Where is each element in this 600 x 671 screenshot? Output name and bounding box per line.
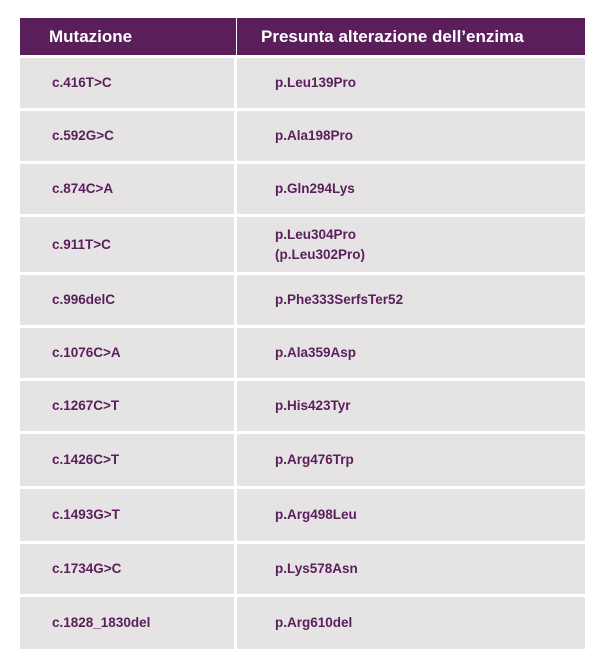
table-body xyxy=(20,55,585,649)
alteration-cell xyxy=(237,108,585,161)
alteration-text: p.Gln294Lys xyxy=(275,181,355,196)
alteration-cell xyxy=(237,378,585,431)
alteration-cell xyxy=(237,541,585,594)
alteration-cell xyxy=(237,272,585,325)
alteration-text: p.Arg476Trp xyxy=(275,452,354,467)
alteration-cell xyxy=(237,55,585,108)
alteration-cell xyxy=(237,431,585,486)
mutation-table-container xyxy=(20,18,585,649)
mutation-table xyxy=(20,18,585,649)
alteration-cell xyxy=(237,161,585,214)
alteration-text: p.His423Tyr xyxy=(275,398,351,413)
header-mutation: Mutazione xyxy=(20,18,237,55)
mutation-cell: c.996delC xyxy=(20,272,237,325)
alteration-text: p.Arg498Leu xyxy=(275,507,357,522)
alteration-text: p.Leu304Pro xyxy=(275,226,357,242)
table-header xyxy=(20,18,585,55)
mutation-cell: c.1426C>T xyxy=(20,431,237,486)
alteration-cell xyxy=(237,486,585,541)
alteration-text: p.Phe333SerfsTer52 xyxy=(275,292,404,307)
table-row xyxy=(20,541,585,594)
alteration-text: p.Ala198Pro xyxy=(275,128,354,143)
alteration-text: p.Leu139Pro xyxy=(275,75,357,90)
table-row xyxy=(20,272,585,325)
alteration-cell xyxy=(237,325,585,378)
mutation-cell: c.592G>C xyxy=(20,108,237,161)
table-row xyxy=(20,55,585,108)
table-row xyxy=(20,486,585,541)
header-enzyme-alteration: Presunta alterazione dell’enzima xyxy=(237,18,585,55)
mutation-cell: c.1493G>T xyxy=(20,486,237,541)
mutation-cell: c.874C>A xyxy=(20,161,237,214)
alteration-text: p.Lys578Asn xyxy=(275,561,358,576)
table-row xyxy=(20,594,585,649)
table-row xyxy=(20,431,585,486)
alteration-text: p.Arg610del xyxy=(275,615,353,630)
alteration-cell xyxy=(237,214,585,272)
header-row xyxy=(20,18,585,55)
table-row xyxy=(20,161,585,214)
mutation-cell: c.911T>C xyxy=(20,214,237,272)
mutation-cell: c.1828_1830del xyxy=(20,594,237,649)
alteration-cell xyxy=(237,594,585,649)
mutation-cell: c.1267C>T xyxy=(20,378,237,431)
alteration-text-secondary: (p.Leu302Pro) xyxy=(275,246,366,262)
table-row xyxy=(20,325,585,378)
table-row xyxy=(20,214,585,272)
table-row xyxy=(20,108,585,161)
mutation-cell: c.1734G>C xyxy=(20,541,237,594)
mutation-cell: c.1076C>A xyxy=(20,325,237,378)
mutation-cell: c.416T>C xyxy=(20,55,237,108)
table-row xyxy=(20,378,585,431)
alteration-text: p.Ala359Asp xyxy=(275,345,357,360)
